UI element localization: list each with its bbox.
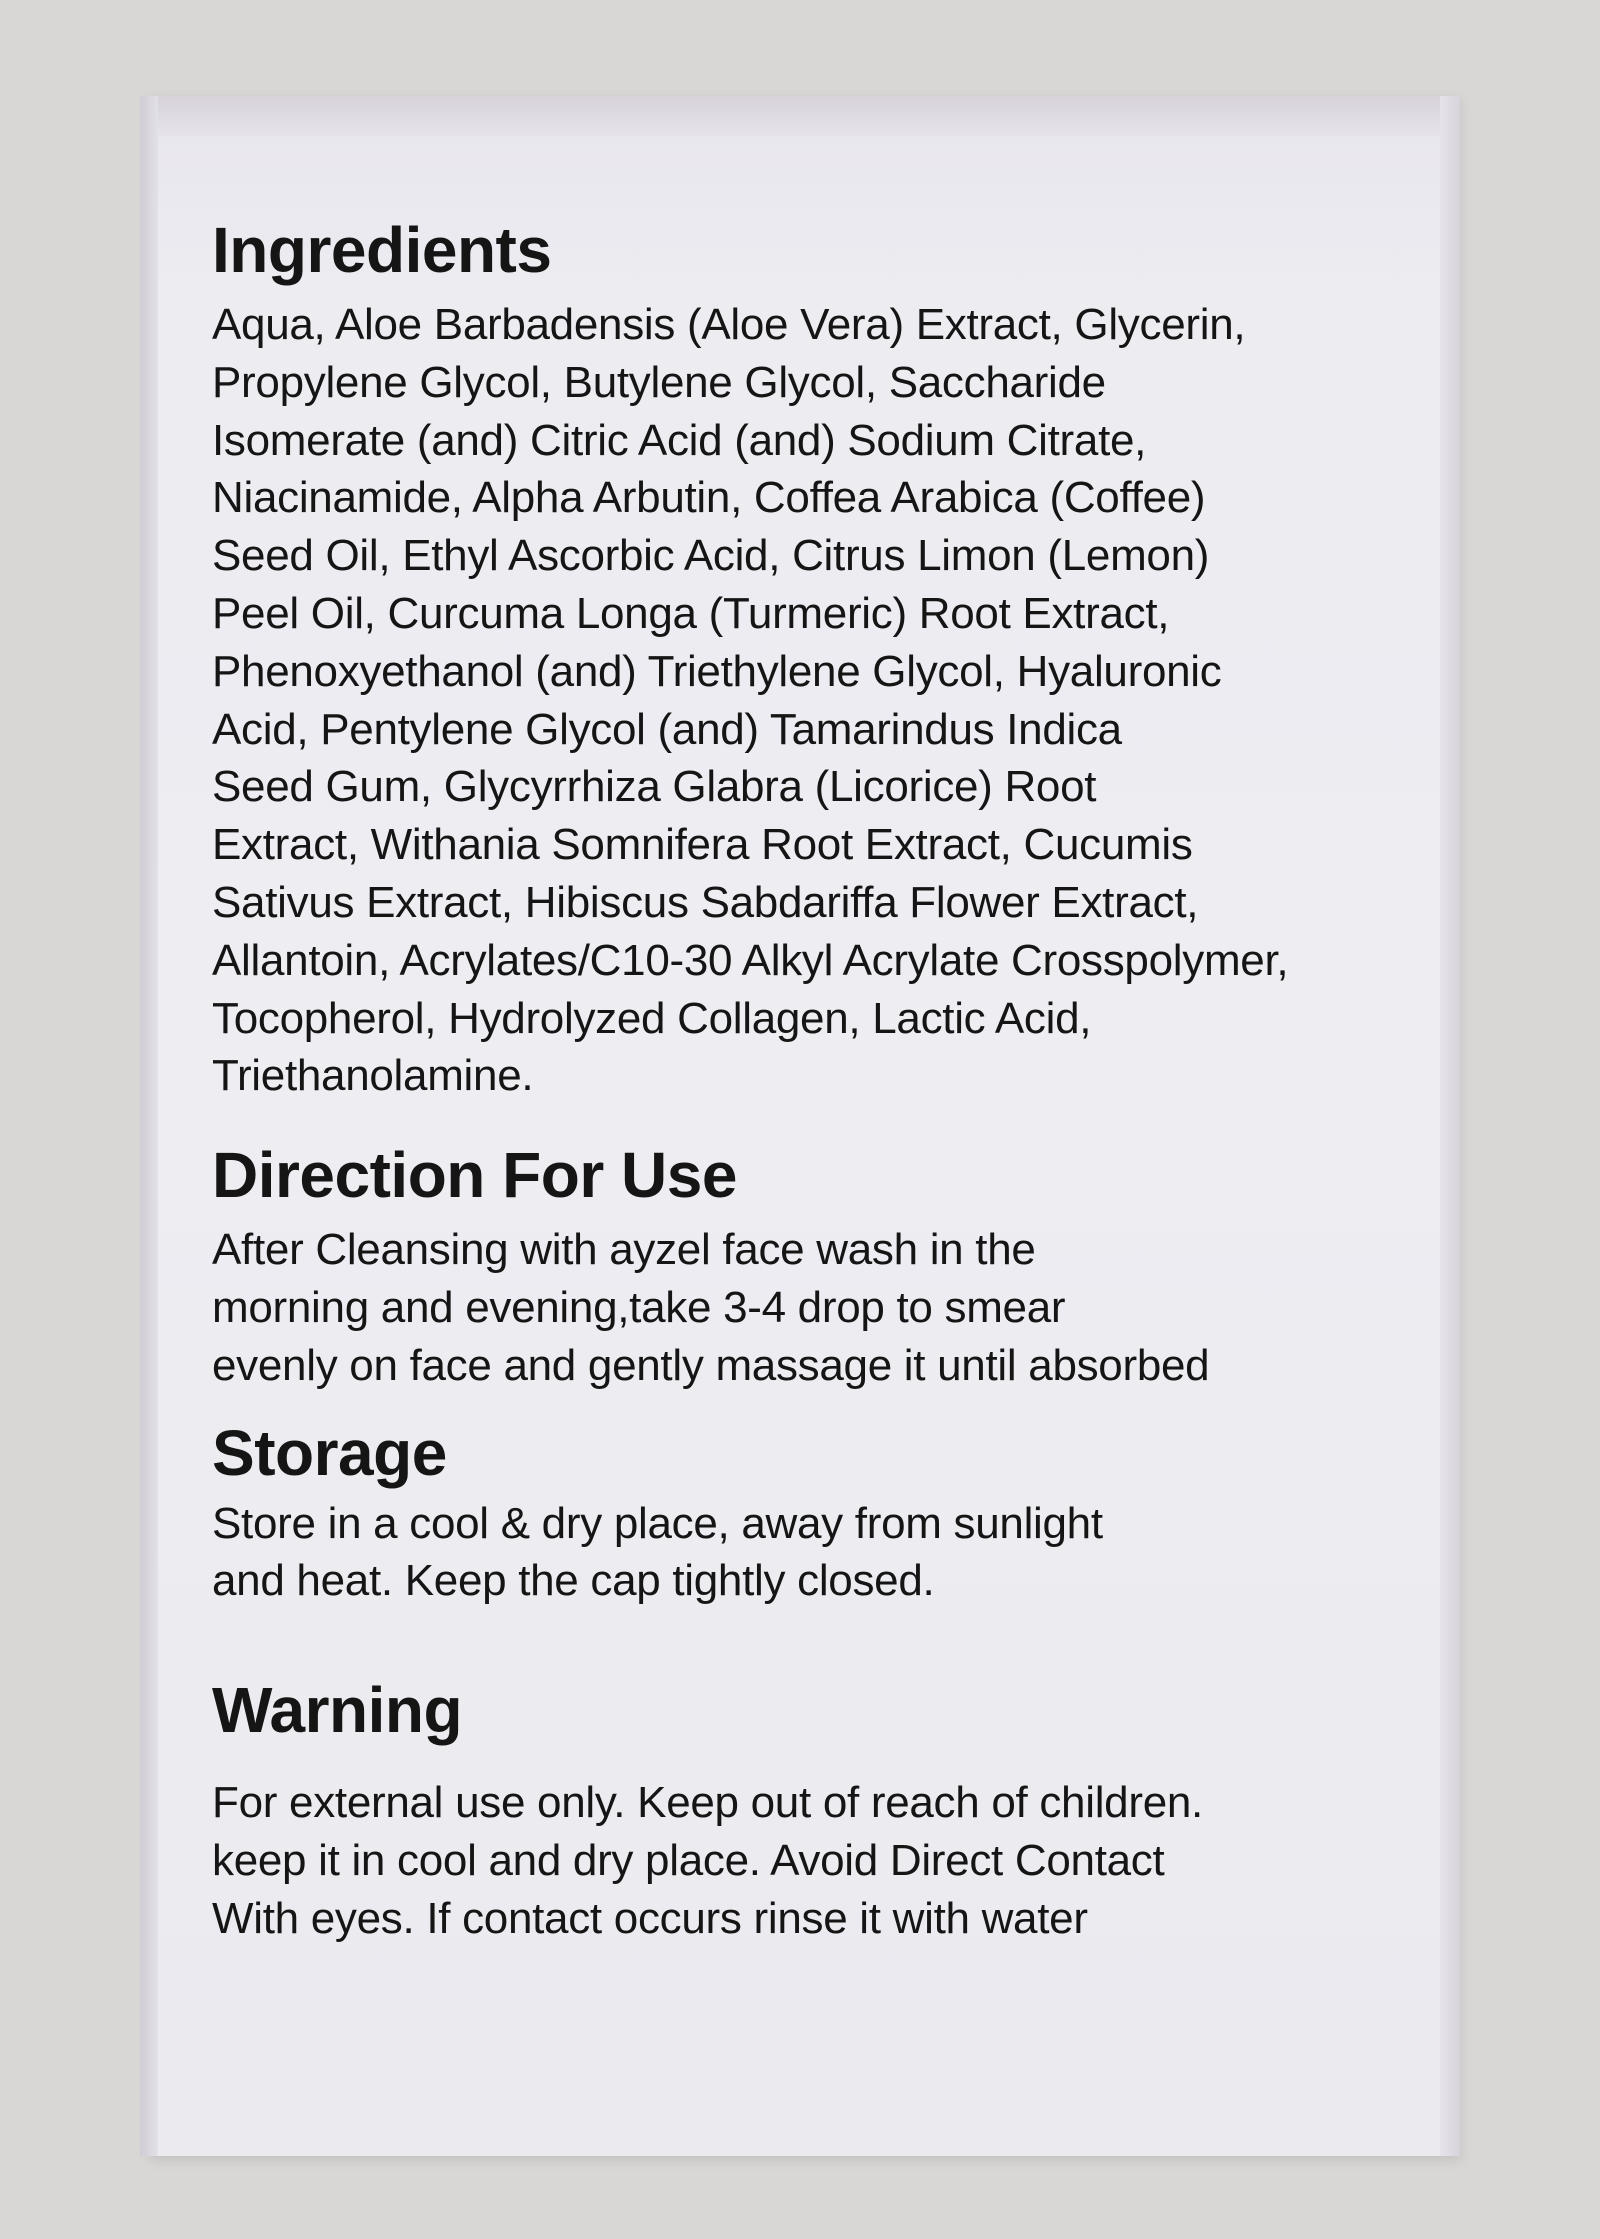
- direction-heading: Direction For Use: [212, 1139, 737, 1212]
- box-right-edge: [1440, 96, 1460, 2156]
- warning-line: For external use only. Keep out of reach of children.: [212, 1778, 1203, 1828]
- ingredients-line: Propylene Glycol, Butylene Glycol, Saccharide: [212, 357, 1106, 407]
- storage-text: [212, 1495, 1432, 1611]
- storage-line: Store in a cool & dry place, away from sunlight: [212, 1498, 1103, 1548]
- ingredients-line: Acid, Pentylene Glycol (and) Tamarindus Indica: [212, 704, 1122, 754]
- ingredients-text: [212, 296, 1432, 1105]
- ingredients-line: Sativus Extract, Hibiscus Sabdariffa Flower Extract,: [212, 877, 1199, 927]
- ingredients-line: Seed Oil, Ethyl Ascorbic Acid, Citrus Limon (Lemon): [212, 531, 1210, 581]
- ingredients-line: Seed Gum, Glycyrrhiza Glabra (Licorice) Root: [212, 762, 1097, 812]
- ingredients-line: Peel Oil, Curcuma Longa (Turmeric) Root Extract,: [212, 588, 1170, 638]
- storage-heading: Storage: [212, 1416, 447, 1489]
- ingredients-line: Extract, Withania Somnifera Root Extract, Cucumis: [212, 820, 1193, 870]
- ingredients-line: Triethanolamine.: [212, 1051, 534, 1101]
- ingredients-line: Aqua, Aloe Barbadensis (Aloe Vera) Extract, Glycerin,: [212, 300, 1246, 349]
- warning-line: With eyes. If contact occurs rinse it with water: [212, 1893, 1088, 1943]
- direction-line: morning and evening,take 3-4 drop to smear: [212, 1282, 1066, 1332]
- box-left-edge: [140, 96, 158, 2156]
- direction-line: evenly on face and gently massage it until absorbed: [212, 1340, 1210, 1390]
- ingredients-line: Phenoxyethanol (and) Triethylene Glycol, Hyaluronic: [212, 646, 1222, 696]
- ingredients-heading: Ingredients: [212, 214, 552, 286]
- direction-text: [212, 1221, 1432, 1394]
- direction-line: After Cleansing with ayzel face wash in the: [212, 1225, 1036, 1275]
- ingredients-line: Tocopherol, Hydrolyzed Collagen, Lactic Acid,: [212, 993, 1092, 1043]
- label-content: [212, 210, 1432, 1948]
- ingredients-line: Isomerate (and) Citric Acid (and) Sodium Citrate,: [212, 415, 1147, 465]
- ingredients-line: Niacinamide, Alpha Arbutin, Coffea Arabica (Coffee): [212, 473, 1206, 523]
- box-top-edge: [140, 96, 1460, 136]
- warning-text: [212, 1774, 1432, 1947]
- storage-line: and heat. Keep the cap tightly closed.: [212, 1556, 935, 1606]
- warning-heading: Warning: [212, 1674, 463, 1747]
- ingredients-line: Allantoin, Acrylates/C10-30 Alkyl Acrylate Crosspolymer,: [212, 935, 1289, 985]
- warning-line: keep it in cool and dry place. Avoid Direct Contact: [212, 1835, 1165, 1885]
